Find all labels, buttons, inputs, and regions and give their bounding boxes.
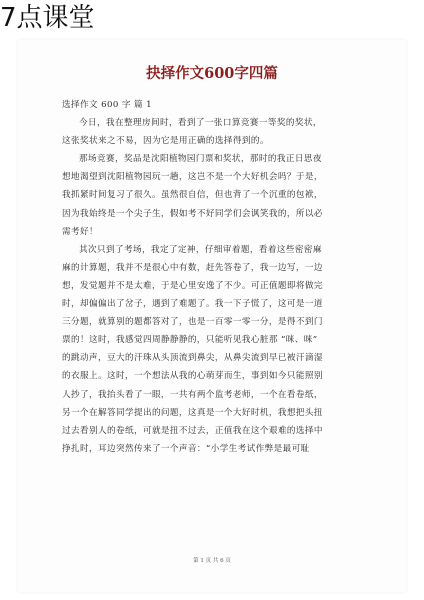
document-page [18, 40, 406, 592]
paragraph-line: 票的！这时，我感觉四周静静静的，只能听见我心脏那 “咪、咪” [62, 335, 318, 346]
paragraph-line: 我抓紧时间复习了很久。虽然很自信，但也背了一个沉重的包袱， [62, 190, 323, 201]
paragraph-line: 今日，我在整理房间时，看到了一张口算竞赛一等奖的奖状， [79, 118, 322, 129]
paragraph-line: 另一个在解答同学提出的问题，这真是一个大好时机，我想把头扭 [62, 407, 323, 418]
paragraph [62, 150, 377, 240]
paragraph-line: 三分题，就算别的题都答对了，也是一百零一零一分，是得不到门 [62, 317, 323, 328]
paragraph-line: 的跳动声，豆大的汗珠从头顶流到鼻尖，从鼻尖流到早已被汗滴湿 [62, 353, 323, 364]
paragraph [62, 114, 377, 150]
paragraph-line: 想，发觉题并不是太难，于是心里安逸了不少。可正值题即将做完 [62, 280, 323, 291]
paragraph-line: 过去看别人的卷纸，可就是扭不过去，正值我在这个艰难的选择中 [62, 425, 323, 436]
site-watermark-label: 7点课堂 [0, 3, 95, 33]
paragraph-line: 麻的计算题，我并不是很心中有数，赶先答卷了，我一边写，一边 [62, 262, 323, 273]
section-heading: 选择作文 600 字 篇 1 [62, 100, 152, 110]
paragraph-line: 这张奖状来之不易，因为它是用正确的选择得到的。 [62, 136, 269, 147]
paragraph-line: 的衣服上。这时，一个想法从我的心萌芽而生，事到如今只能照别 [62, 371, 323, 382]
paragraph [62, 241, 377, 458]
document-body [62, 96, 377, 458]
paragraph-line: 需考好！ [62, 226, 98, 237]
paragraph-line: 挣扎时，耳边突然传来了一个声音：“小学生考试作弊是最可耻 [62, 443, 310, 454]
paragraph-line: 想地渴望到沈阳植物园玩一趟，这岂不是一个大好机会吗？于是， [62, 172, 323, 183]
paragraph-line: 其次只到了考场，我定了定神，仔细审着题，看着这些密密麻 [79, 244, 322, 255]
paragraph-line: 因为我始终是一个尖子生，假如考不好同学们会讽笑我的，所以必 [62, 208, 323, 219]
paragraph-line: 那场竞赛，奖品是沈阳植物园门票和奖状，那时的我正日思夜 [79, 154, 322, 165]
page-footer: 第 1 页 共 6 页 [193, 558, 231, 564]
paragraph-line: 人抄了，我抬头看了一眼，一共有两个监考老师，一个在看卷纸， [62, 389, 323, 400]
paragraph-line: 时，却偏偏出了岔子，遇到了难题了。我一下子慌了，这可是一道 [62, 299, 323, 310]
document-title: 抉择作文600字四篇 [146, 65, 278, 82]
